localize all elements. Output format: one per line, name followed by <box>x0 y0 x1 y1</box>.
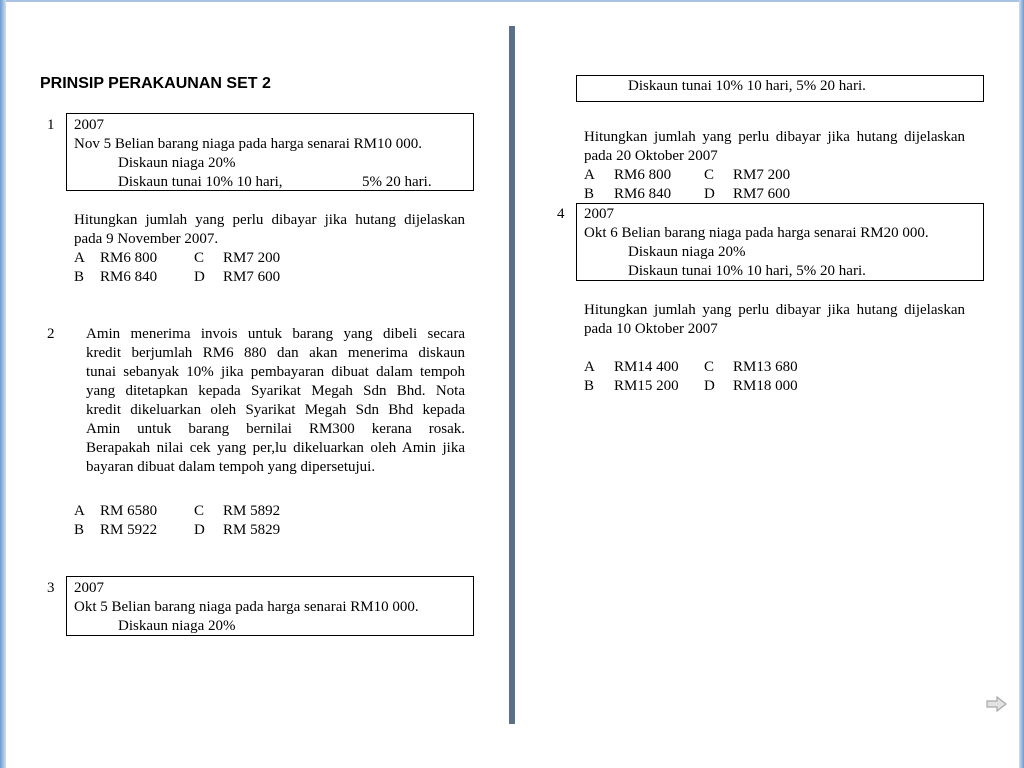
question-2-text-line: Berapakah nilai cek yang per,lu dikeluarkan oleh Amin jika <box>86 440 465 456</box>
question-2-text-line: Amin menerima invois untuk barang yang dibeli secara <box>86 326 465 342</box>
question-3-number: 3 <box>47 580 55 596</box>
question-3-text-line: Hitungkan jumlah yang perlu dibayar jika hutang dijelaskan <box>584 129 965 145</box>
question-3-option-a: RM6 800 <box>614 167 672 183</box>
question-2-option-b-letter: B <box>74 522 85 538</box>
question-1-year: 2007 <box>74 117 104 133</box>
question-2-text-line: yang ditetapkan kepada Syarikat Megah Sdn Bhd. Nota <box>86 383 465 399</box>
question-1-text-line: Hitungkan jumlah yang perlu dibayar jika hutang dijelaskan <box>74 212 465 228</box>
question-4-option-b-letter: B <box>584 378 595 394</box>
question-3-option-b-letter: B <box>584 186 595 202</box>
question-4-option-b: RM15 200 <box>614 378 679 394</box>
question-1-option-a: RM6 800 <box>100 250 158 266</box>
question-3-year: 2007 <box>74 580 104 596</box>
question-2-option-c: RM 5892 <box>223 503 281 519</box>
arrow-right-icon <box>985 694 1009 714</box>
question-1-line3b: 5% 20 hari. <box>362 174 432 190</box>
question-4-option-a-letter: A <box>584 359 595 375</box>
question-1-text <box>74 211 465 249</box>
question-3-text <box>584 128 965 166</box>
question-4-option-d: RM18 000 <box>733 378 798 394</box>
question-1-option-d: RM7 600 <box>223 269 281 285</box>
question-4-line1: Okt 6 Belian barang niaga pada harga senarai RM20 000. <box>584 225 929 241</box>
question-1-line3a: Diskaun tunai 10% 10 hari, <box>118 174 283 190</box>
question-2-text-line: kredit berjumlah RM6 880 dan akan menerima diskaun <box>86 345 465 361</box>
window-top-edge <box>0 0 1024 2</box>
question-4-text <box>584 301 965 339</box>
question-4-option-a: RM14 400 <box>614 359 679 375</box>
question-4-number: 4 <box>557 206 565 222</box>
question-4-year: 2007 <box>584 206 614 222</box>
question-4-option-c: RM13 680 <box>733 359 798 375</box>
question-1-line2: Diskaun niaga 20% <box>118 155 236 171</box>
question-2-option-a-letter: A <box>74 503 85 519</box>
question-1-option-b-letter: B <box>74 269 85 285</box>
question-3-line2: Diskaun niaga 20% <box>118 618 236 634</box>
page-divider <box>509 26 515 724</box>
page-title: PRINSIP PERAKAUNAN SET 2 <box>40 75 271 92</box>
question-2-option-b: RM 5922 <box>100 522 158 538</box>
question-3-option-d-letter: D <box>704 186 715 202</box>
question-3-line1: Okt 5 Belian barang niaga pada harga senarai RM10 000. <box>74 599 419 615</box>
next-slide-button[interactable] <box>985 694 1009 714</box>
question-1-option-c-letter: C <box>194 250 205 266</box>
question-1-text-line: pada 9 November 2007. <box>74 231 219 247</box>
question-2-option-d: RM 5829 <box>223 522 281 538</box>
question-3-option-c: RM7 200 <box>733 167 791 183</box>
window-right-edge <box>1019 0 1024 768</box>
question-3-line3: Diskaun tunai 10% 10 hari, 5% 20 hari. <box>628 78 866 94</box>
question-1-option-b: RM6 840 <box>100 269 158 285</box>
question-1-option-c: RM7 200 <box>223 250 281 266</box>
question-3-text-line: pada 20 Oktober 2007 <box>584 148 718 164</box>
question-1-number: 1 <box>47 117 55 133</box>
question-2-text-line: Amin untuk barang bernilai RM300 kerana rosak. <box>86 421 465 437</box>
question-2-option-a: RM 6580 <box>100 503 158 519</box>
question-3-option-b: RM6 840 <box>614 186 672 202</box>
question-2-text <box>86 325 465 477</box>
window-left-edge <box>0 0 6 768</box>
question-1-option-d-letter: D <box>194 269 205 285</box>
question-3-option-a-letter: A <box>584 167 595 183</box>
question-2-text-line: kredit dikeluarkan oleh Syarikat Megah Sdn Bhd kepada <box>86 402 465 418</box>
question-4-text-line: pada 10 Oktober 2007 <box>584 321 718 337</box>
question-4-option-c-letter: C <box>704 359 715 375</box>
question-1-line1: Nov 5 Belian barang niaga pada harga senarai RM10 000. <box>74 136 422 152</box>
question-4-line3: Diskaun tunai 10% 10 hari, 5% 20 hari. <box>628 263 866 279</box>
question-2-option-d-letter: D <box>194 522 205 538</box>
question-2-text-line: bayaran dibuat dalam tempoh yang dipersetujui. <box>86 459 376 475</box>
question-4-line2: Diskaun niaga 20% <box>628 244 746 260</box>
question-2-number: 2 <box>47 326 55 342</box>
question-2-text-line: tunai sebanyak 10% jika pembayaran dibuat dalam tempoh <box>86 364 465 380</box>
question-1-option-a-letter: A <box>74 250 85 266</box>
question-3-option-c-letter: C <box>704 167 715 183</box>
question-4-text-line: Hitungkan jumlah yang perlu dibayar jika hutang dijelaskan <box>584 302 965 318</box>
question-2-option-c-letter: C <box>194 503 205 519</box>
question-4-option-d-letter: D <box>704 378 715 394</box>
question-3-option-d: RM7 600 <box>733 186 791 202</box>
